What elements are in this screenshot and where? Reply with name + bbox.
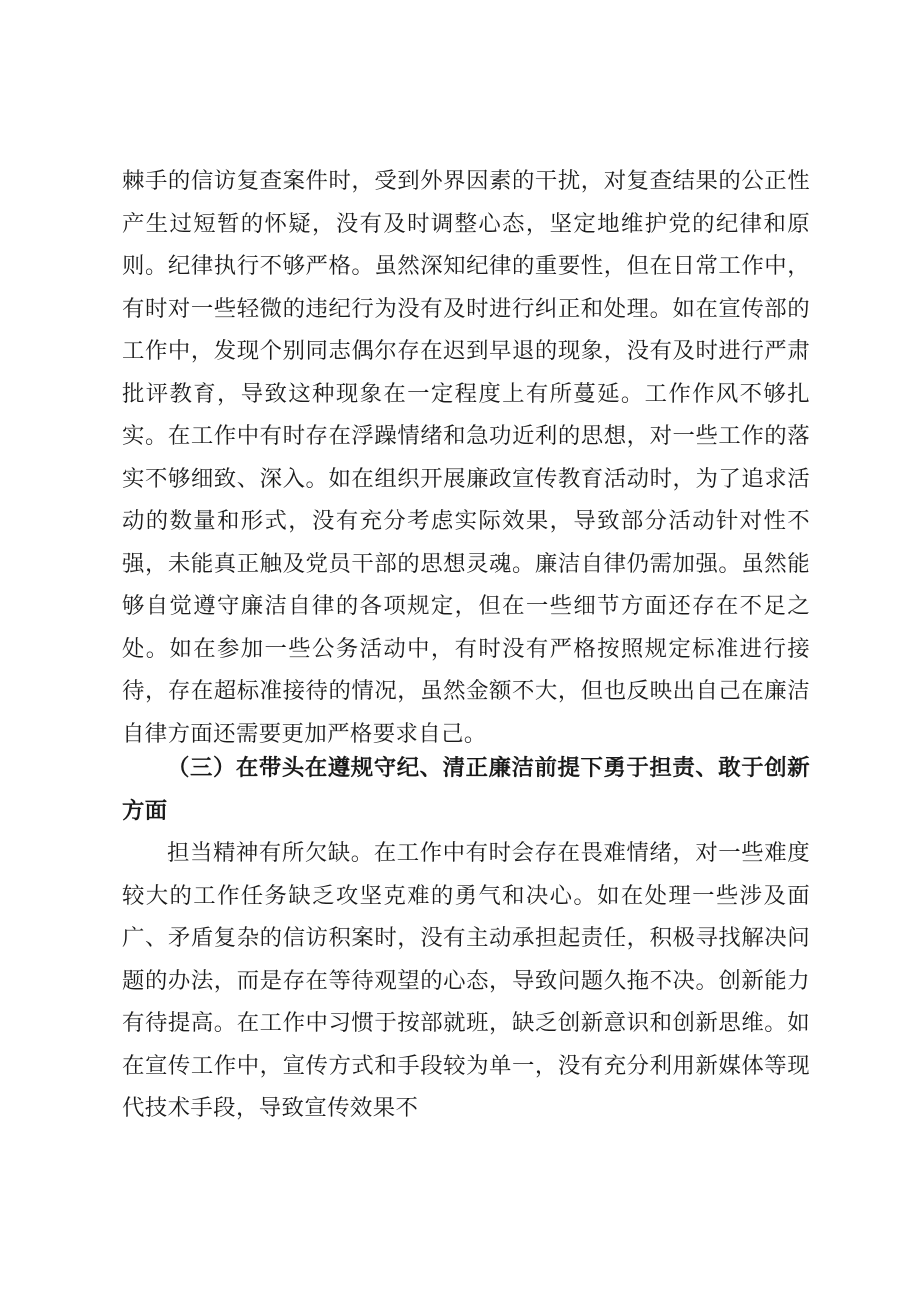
- body-paragraph-1: 棘手的信访复查案件时，受到外界因素的干扰，对复查结果的公正性产生过短暂的怀疑，没有及时调整心态，坚定地维护党的纪律和原则。纪律执行不够严格。虽然深知纪律的重要性，但在日常工作中，有时对一些轻微的违纪行为没有及时进行纠正和处理。如在宣传部的工作中，发现个别同志偶尔存在迟到早退的现象，没有及时进行严肃批评教育，导致这种现象在一定程度上有所蔓延。工作作风不够扎实。在工作中有时存在浮躁情绪和急功近利的思想，对一些工作的落实不够细致、深入。如在组织开展廉政宣传教育活动时，为了追求活动的数量和形式，没有充分考虑实际效果，导致部分活动针对性不强，未能真正触及党员干部的思想灵魂。廉洁自律仍需加强。虽然能够自觉遵守廉洁自律的各项规定，但在一些细节方面还存在不足之处。如在参加一些公务活动中，有时没有严格按照规定标准进行接待，存在超标准接待的情况，虽然金额不大，但也反映出自己在廉洁自律方面还需要更加严格要求自己。: [122, 168, 810, 747]
- section-heading: （三）在带头在遵规守纪、清正廉洁前提下勇于担责、敢于创新方面: [122, 755, 810, 824]
- body-paragraph-2: 担当精神有所欠缺。在工作中有时会存在畏难情绪，对一些难度较大的工作任务缺乏攻坚克难的勇气和决心。如在处理一些涉及面广、矛盾复杂的信访积案时，没有主动承担起责任，积极寻找解决问题的办法，而是存在等待观望的心态，导致问题久拖不决。创新能力有待提高。在工作中习惯于按部就班，缺乏创新意识和创新思维。如在宣传工作中，宣传方式和手段较为单一，没有充分利用新媒体等现代技术手段，导致宣传效果不: [122, 840, 810, 1121]
